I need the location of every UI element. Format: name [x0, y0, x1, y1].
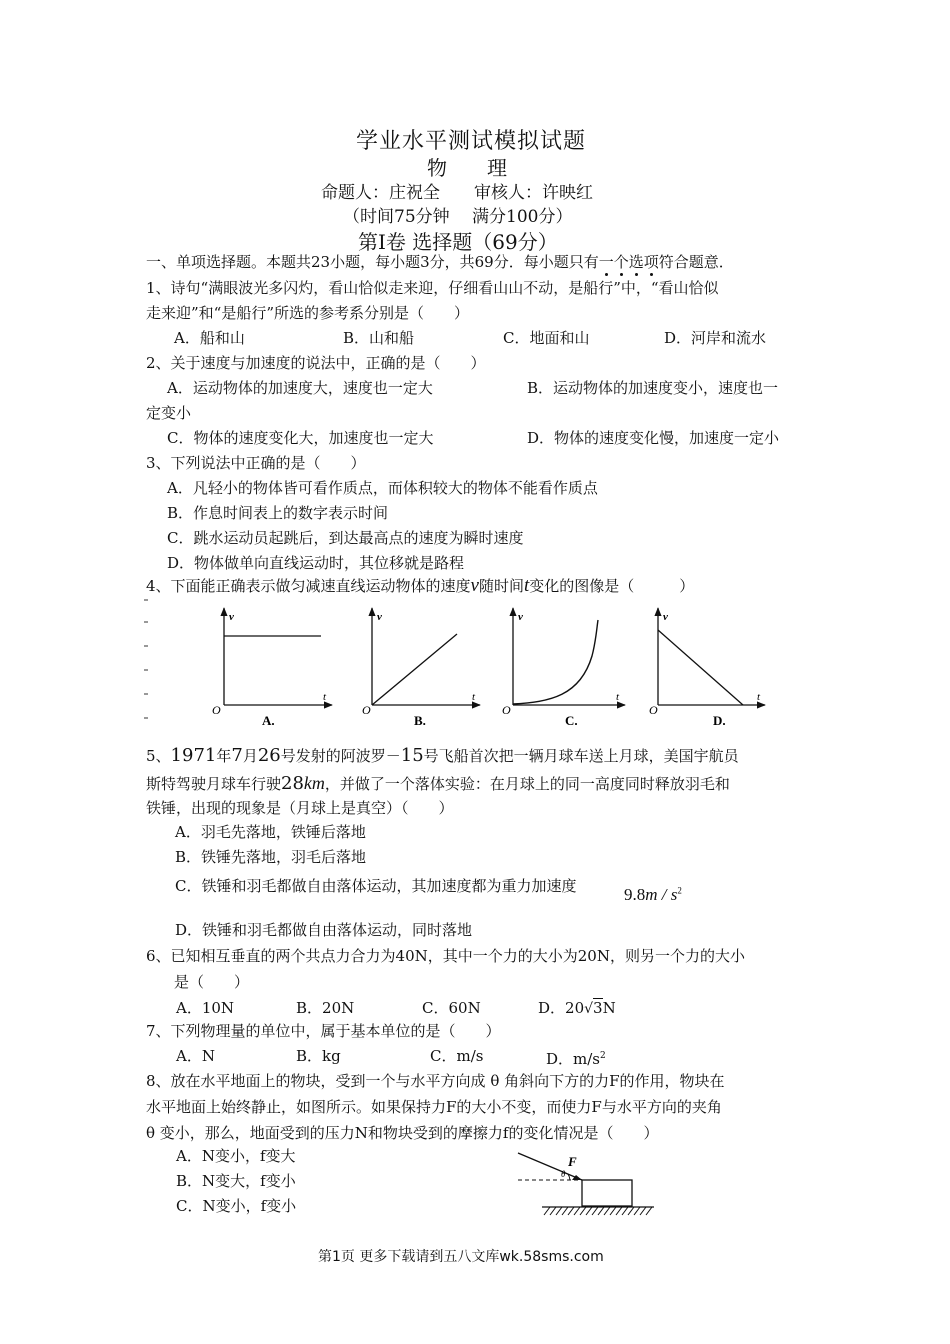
q5-option-a: A．羽毛先落地，铁锤后落地 — [175, 823, 366, 841]
q7-option-a: A．N — [176, 1047, 215, 1065]
graph-b-v-label: v — [377, 611, 382, 623]
q3-option-c: C．跳水运动员起跳后，到达最高点的速度为瞬时速度 — [167, 529, 524, 547]
q5-line3: 铁锤，出现的现象是（月球上是真空）（ ） — [146, 799, 454, 817]
q8-option-b: B．N变大，f变小 — [176, 1172, 296, 1190]
graph-c-curve — [513, 620, 598, 704]
q2-option-b: B．运动物体的加速度变小，速度也一 — [527, 379, 779, 397]
q6-stem-cont: 是（ ） — [174, 973, 250, 991]
section-intro: 一、单项选择题。本题共23小题，每小题3分，共69分．每小题只有一个选项符合题意． — [146, 253, 734, 271]
graph-b-t-label: t — [472, 691, 476, 703]
q6-option-d: D．20√3N — [538, 999, 616, 1017]
graph-c-t-label: t — [616, 691, 620, 703]
graph-b — [362, 608, 480, 728]
q2-stem: 2、关于速度与加速度的说法中，正确的是（ ） — [146, 354, 486, 372]
q6-option-b: B．20N — [296, 999, 355, 1017]
q3-option-d: D．物体做单向直线运动时，其位移就是路程 — [167, 554, 465, 572]
emph-char: 项 — [643, 253, 659, 271]
q4-graphs — [140, 596, 780, 741]
q8-stem-line2: 水平地面上始终静止，如图所示。如果保持力F的大小不变，而使力F与水平方向的夹角 — [146, 1098, 722, 1116]
q8-stem-line1: 8、放在水平地面上的物块，受到一个与水平方向成 θ 角斜向下方的力F的作用，物块在 — [146, 1072, 725, 1090]
graph-c-label: C. — [565, 713, 578, 728]
q3-stem: 3、下列说法中正确的是（ ） — [146, 454, 366, 472]
q8-figure — [510, 1143, 660, 1221]
graph-d-origin: O — [649, 703, 658, 717]
force-label: F — [568, 1154, 577, 1169]
q5-option-c: C．铁锤和羽毛都做自由落体运动，其加速度都为重力加速度 — [175, 877, 577, 895]
graph-d-v-label: v — [663, 611, 668, 623]
graph-a — [212, 608, 332, 728]
q1-option-a: A．船和山 — [174, 329, 245, 347]
authors-line: 命题人：庄祝全 审核人：许映红 — [321, 183, 593, 203]
graph-a-origin: O — [212, 703, 221, 717]
graph-d-t-label: t — [757, 691, 761, 703]
q5-option-d: D．铁锤和羽毛都做自由落体运动，同时落地 — [175, 921, 473, 939]
q5-g-value: $9.8m / s^2$ — [624, 885, 682, 904]
page-footer: 第1页 更多下载请到五八文库wk.58sms.com — [318, 1249, 604, 1265]
graph-d-label: D. — [713, 713, 726, 728]
q2-option-d: D．物体的速度变化慢，加速度一定小 — [527, 429, 780, 447]
graph-d — [649, 608, 765, 728]
q7-option-c: C．m/s — [430, 1047, 484, 1065]
q1-stem-line1: 1、诗句“满眼波光多闪灼，看山恰似走来迎，仔细看山山不动，是船行”中，“看山恰似 — [146, 279, 719, 297]
graph-a-t-label: t — [323, 691, 327, 703]
time-line: （时间75分钟 满分100分） — [343, 207, 573, 227]
theta-label: θ — [561, 1169, 566, 1179]
q8-option-c: C．N变小，f变小 — [176, 1197, 297, 1215]
var-v: v — [470, 575, 479, 596]
graph-d-line — [658, 630, 743, 705]
q3-option-b: B．作息时间表上的数字表示时间 — [167, 504, 389, 522]
graph-a-v-label: v — [229, 611, 234, 623]
q4-stem: 4、下面能正确表示做匀减速直线运动物体的速度v随时间t变化的图像是（ ） — [146, 575, 695, 596]
graph-b-label: B. — [414, 713, 426, 728]
exam-title: 学业水平测试模拟试题 — [356, 129, 587, 154]
margin-marks — [144, 600, 148, 718]
q6-option-c: C．60N — [422, 999, 481, 1017]
ground-hatch — [544, 1207, 652, 1215]
graph-c — [502, 608, 625, 728]
var-t: t — [524, 575, 530, 596]
q8-stem-line3: θ 变小，那么，地面受到的压力N和物块受到的摩擦力f的变化情况是（ ） — [146, 1124, 659, 1142]
q5-line1: 5、1971年7月26号发射的阿波罗－15号飞船首次把一辆月球车送上月球，美国宇航员 — [146, 745, 739, 766]
graph-a-label: A. — [262, 713, 275, 728]
emph-char: 个 — [613, 253, 629, 271]
q6-stem: 6、已知相互垂直的两个共点力合力为40N，其中一个力的大小为20N，则另一个力的大小 — [146, 947, 745, 965]
graph-b-line — [372, 634, 457, 705]
emph-char: 选 — [628, 253, 644, 271]
q5-option-b: B．铁锤先落地，羽毛后落地 — [175, 848, 367, 866]
q2-option-c: C．物体的速度变化大，加速度也一定大 — [167, 429, 434, 447]
q2-option-a: A．运动物体的加速度大，速度也一定大 — [167, 379, 433, 397]
q6-option-a: A．10N — [176, 999, 235, 1017]
emph-char: 一 — [598, 253, 614, 271]
graph-c-origin: O — [502, 703, 511, 717]
q1-option-d: D．河岸和流水 — [664, 329, 767, 347]
q1-option-b: B．山和船 — [343, 329, 415, 347]
volume-title: 第Ⅰ卷 选择题（69分） — [358, 230, 558, 254]
q2-option-b-cont: 定变小 — [146, 404, 192, 422]
q1-stem-line2: 走来迎”和“是船行”所选的参考系分别是（ ） — [146, 304, 470, 322]
q8-option-a: A．N变小，f变大 — [176, 1147, 296, 1165]
q7-stem: 7、下列物理量的单位中，属于基本单位的是（ ） — [146, 1022, 501, 1040]
graph-c-v-label: v — [518, 611, 523, 623]
q1-option-c: C．地面和山 — [503, 329, 590, 347]
subject-title: 物 理 — [427, 156, 507, 180]
q5-line2: 斯特驾驶月球车行驶28km，并做了一个落体实验：在月球上的同一高度同时释放羽毛和 — [146, 773, 730, 794]
q7-option-b: B．kg — [296, 1047, 341, 1065]
q7-option-d: D．$m/s^2$ — [546, 1050, 606, 1068]
graph-b-origin: O — [362, 703, 371, 717]
block — [582, 1180, 632, 1206]
q3-option-a: A．凡轻小的物体皆可看作质点，而体积较大的物体不能看作质点 — [167, 479, 598, 497]
